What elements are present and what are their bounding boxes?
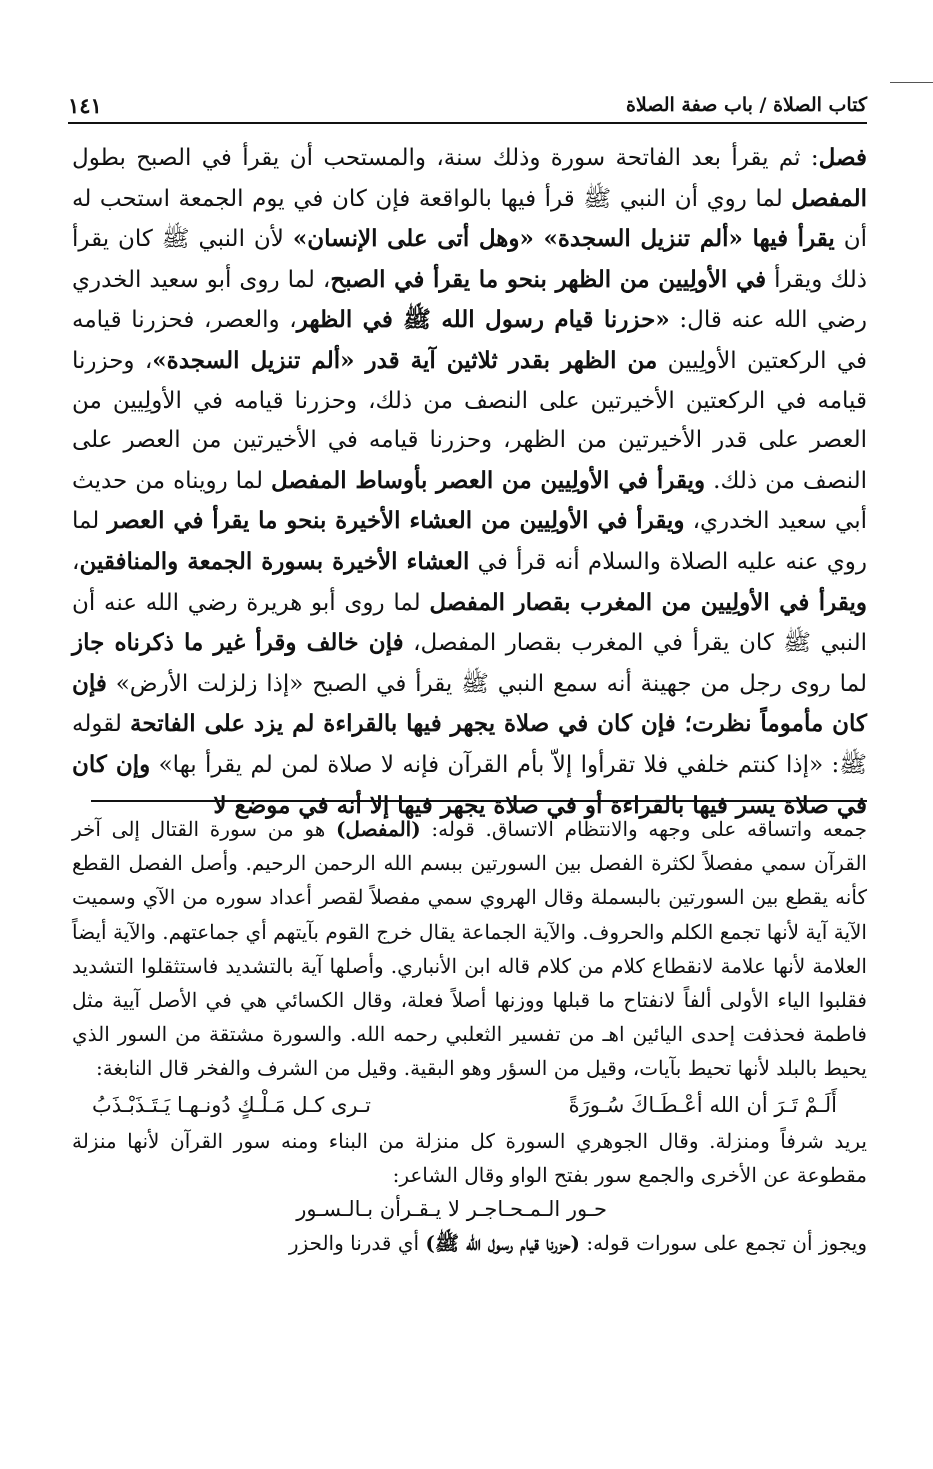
footnote-divider (91, 800, 867, 802)
page-number: ١٤١ (68, 92, 102, 118)
text-run: هو من سورة القتال إلى آخر القرآن سمي مفصلاً لكثرة الفصل بين السورتين ببسم الله الرحمن الرحيم. وأصل الفصل القطع كأنه يقطع بين السورتين بالبسملة وقال الهروي سمي مفصلاً لقصر أعداد سوره من الآي وسميت الآية آية لأنها تجمع الكلم والحروف. والآية الجماعة يقال خرج القوم بآيتهم أي جماعتهم. والآية أيضاً العلامة لأنها علامة لانقطاع كلام من كلام قاله ابن الأنباري. وأصلها آية بالتشديد فاستثقلوا التشديد فقلبوا الياء الأولى ألفاً لانفتاح ما قبلها ووزنها أصلاً فعلة، وقال الكسائي هي في الأصل آيية مثل فاطمة فحذفت إحدى اليائين اهـ من تفسير الثعلبي رحمه الله. والسورة مشتقة من السور الذي يحيط بالبلد لأنها تحيط بآيات، وقيل من السؤر وهو البقية. وقيل من الشرف والفخر قال النابغة: (72, 817, 867, 1081)
note-paragraph-2 (72, 1124, 867, 1192)
bold-text-run: (المفصل) (335, 817, 421, 841)
bold-text-run: يقرأ فيها «ألم تنزيل السجدة» «وهل أتى على الإنسان» (292, 225, 835, 253)
bold-text-run: فإن خالف وقرأ غير ما ذكرناه جاز (72, 629, 404, 657)
poem-verse-2: حـور الـمـحـاجـر لا يـقـرأن بـالـسـور (296, 1197, 607, 1222)
text-run: لما روي أن النبي ﷺ قرأ فيها بالواقعة فإن كان في يوم الجمعة استحب له أن (72, 185, 867, 253)
text-run: ، (72, 548, 80, 575)
text-run: ، وحزرنا قيامه في الركعتين الأخيرتين على النصف من ذلك، وحزرنا قيامه في الأولِيين من العصر على قدر الأخيرتين من الظهر، وحزرنا قيامه في الأخيرتين من العصر على النصف من ذلك. (72, 347, 867, 494)
text-run: ويجوز أن تجمع على سورات قوله: (579, 1231, 867, 1256)
bold-text-run: من الظهر بقدر ثلاثين آية قدر «ألم تنزيل السجدة» (152, 346, 658, 374)
text-run: لما روى رجل من جهينة أنه سمع النبي ﷺ يقرأ في الصبح «إذا زلزلت الأرض» (106, 670, 867, 697)
commentary-notes (72, 812, 867, 1261)
poem-verse-1 (72, 1086, 867, 1124)
bold-text-run: (حزرنا قيام رسول الله ﷺ) (425, 1231, 580, 1256)
text-run: لما روي عنه عليه الصلاة والسلام أنه قرأ في (72, 508, 867, 575)
text-run: لما رويناه من حديث أبي سعيد الخدري، (72, 467, 867, 535)
bold-text-run: في الأولِيين من الظهر بنحو ما يقرأ في الصبح (330, 265, 767, 293)
text-run: ، والعصر، فحزرنا قيامه في الركعتين الأولِيين (72, 307, 867, 374)
verse-second-hemistich: تـرى كـل مَـلْـكٍ دُونـهـا يَـتَـذَبْـذَبُ (92, 1092, 371, 1117)
text-run: جمعه واتساقه على وجهه والانتظام الاتساق. قوله: (420, 817, 867, 841)
verse-first-hemistich: أَلَـمْ تَـرَ أن الله أعْـطَـاكَ سُـورَةً (568, 1092, 837, 1117)
note-paragraph-1 (72, 812, 867, 1086)
text-run: يريد شرفاً ومنزلة. وقال الجوهري السورة كل منزلة من البناء ومنه سور القرآن لأنها منزلة مقطوعة عن الأخرى والجمع سور بفتح الواو وقال الشاعر: (72, 1128, 867, 1188)
bold-text-run: فصل (818, 144, 867, 171)
chapter-title: كتاب الصلاة / باب صفة الصلاة (625, 94, 867, 116)
scan-edge-mark (890, 82, 933, 83)
bold-text-run: ويقرأ في الأولِيين من المغرب بقصار المفصل (429, 588, 868, 616)
bold-text-run: وإن كان في صلاة يسر فيها بالقراءة أو في صلاة يجهر فيها إلا أنه في موضع لا (72, 750, 867, 819)
text-run: ، لما روى أبو سعيد الخدري رضي الله عنه قال: (72, 266, 867, 334)
text-run: لقوله ﷺ: «إذا كنتم خلفي فلا تقرأوا إلاّ بأم القرآن فإنه لا صلاة لمن لم يقرأ بها» (72, 711, 868, 778)
bold-text-run: «حزرنا قيام رسول الله ﷺ في الظهر (296, 306, 670, 334)
bold-text-run: العشاء الأخيرة بسورة الجمعة والمنافقين (79, 547, 470, 575)
note-paragraph-3 (72, 1226, 867, 1260)
text-run: لما روى أبو هريرة رضي الله عنه أن النبي ﷺ كان يقرأ في المغرب بقصار المفصل، (72, 589, 867, 657)
main-paragraph (72, 138, 867, 826)
bold-text-run: ويقرأ في الأولِيين من العشاء الأخيرة بنحو ما يقرأ في العصر (107, 507, 685, 535)
main-text (72, 138, 867, 826)
text-run: لأن النبي ﷺ كان يقرأ ذلك ويقرأ (72, 226, 867, 293)
running-header (68, 88, 867, 124)
bold-text-run: ويقرأ في الأولِيين من العصر بأوساط المفصل (270, 466, 706, 494)
text-run: أي قدرنا والحزر (288, 1231, 426, 1256)
text-run: : ثم يقرأ بعد الفاتحة سورة وذلك سنة، والمستحب أن يقرأ في الصبح بطول (72, 145, 819, 171)
bold-text-run: المفصل (791, 184, 867, 212)
bold-text-run: فإن كان مأموماً نظرت؛ فإن كان في صلاة يجهر فيها بالقراءة لم يزد على الفاتحة (72, 669, 867, 738)
